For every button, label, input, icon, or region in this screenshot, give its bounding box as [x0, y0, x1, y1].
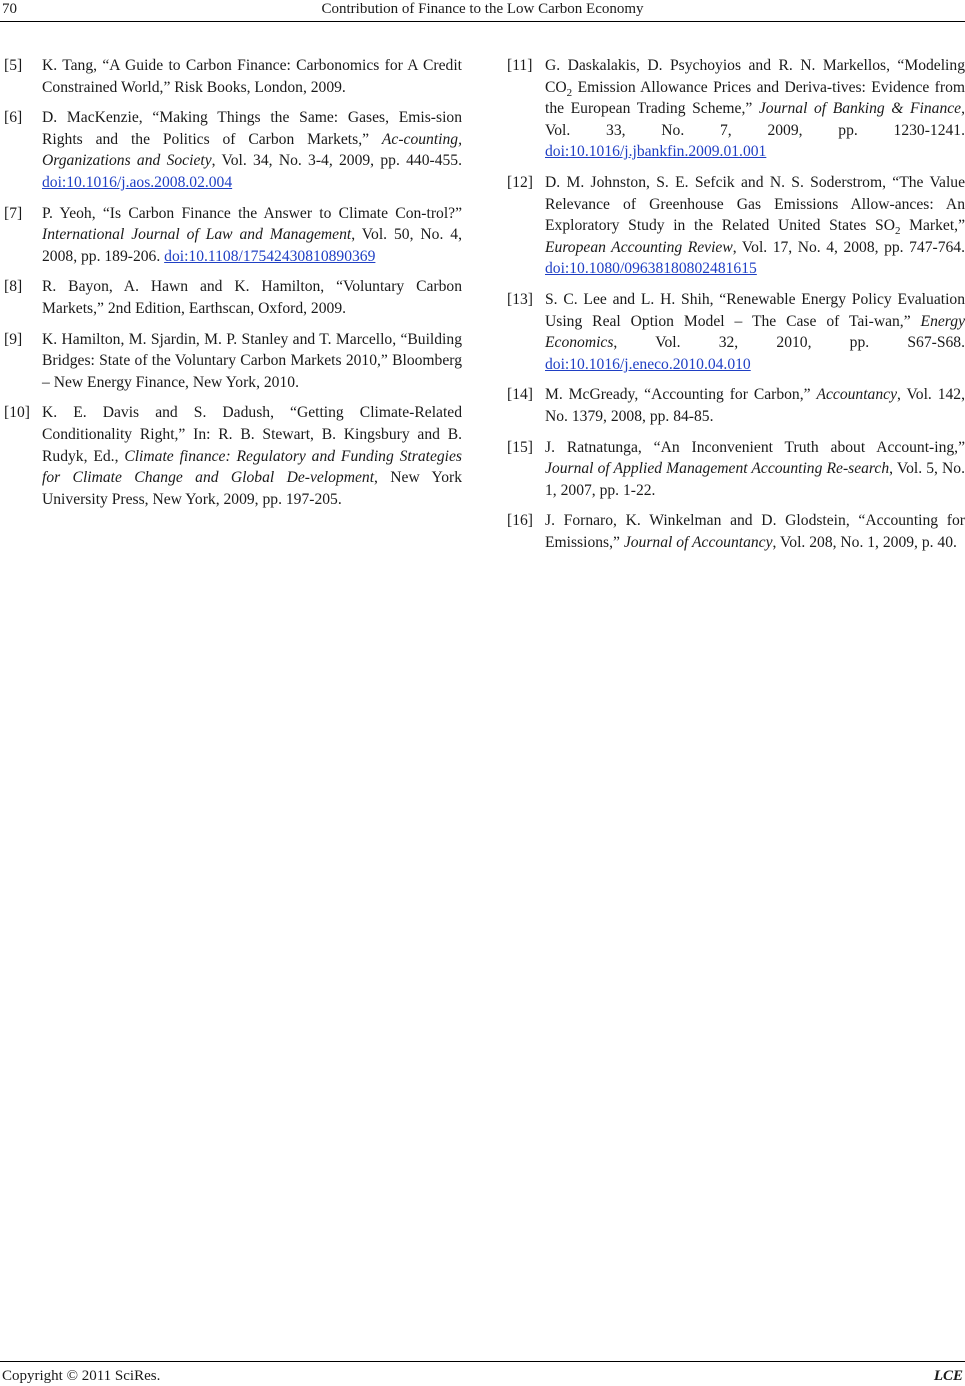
reference-number: [15]: [507, 438, 533, 456]
reference-details: , Vol. 34, No. 3-4, 2009, pp. 440-455.: [211, 152, 462, 170]
reference-number: [8]: [4, 278, 23, 296]
reference-5: [0, 55, 462, 98]
references-column-left: [0, 55, 462, 519]
reference-text: P. Yeoh, “Is Carbon Finance the Answer to Climate Con-trol?”: [42, 204, 462, 222]
reference-14: [503, 384, 965, 427]
reference-details: , Vol. 208, No. 1, 2009, p. 40.: [772, 533, 957, 551]
reference-text: J. Ratnatunga, “An Inconvenient Truth about Account-ing,”: [545, 438, 965, 456]
reference-text: M. McGready, “Accounting for Carbon,”: [545, 386, 817, 404]
reference-number: [11]: [507, 57, 533, 74]
subscript: 2: [566, 86, 573, 99]
reference-text: R. Bayon, A. Hawn and K. Hamilton, “Voluntary Carbon Markets,” 2nd Edition, Earthscan, Oxford, 2009.: [42, 278, 462, 317]
reference-text: J. Fornaro, K. Winkelman and D. Glodstein, “Accounting for Emissions,”: [545, 512, 965, 551]
reference-details: , Vol. 5, No. 1, 2007, pp. 1-22.: [545, 460, 965, 499]
doi-link[interactable]: doi:10.1016/j.aos.2008.02.004: [42, 173, 233, 191]
reference-16: [503, 510, 965, 553]
reference-11: [503, 55, 965, 163]
reference-8: [0, 276, 462, 319]
reference-number: [9]: [4, 330, 23, 348]
journal-title: Accountancy: [816, 386, 897, 404]
reference-text: D. MacKenzie, “Making Things the Same: Gases, Emis-sion Rights and the Politics of Carbon Markets,”: [42, 109, 462, 148]
reference-12: [503, 172, 965, 280]
reference-15: [503, 437, 965, 502]
page-header: [0, 0, 965, 22]
journal-abbreviation: LCE: [933, 1368, 963, 1384]
reference-number: [6]: [4, 109, 23, 127]
reference-text: K. Hamilton, M. Sjardin, M. P. Stanley and T. Marcello, “Building Bridges: State of the Voluntary Carbon Markets 2010,” Bloomberg – New Energy Finance, New York, 2010.: [42, 330, 462, 391]
journal-title: International Journal of Law and Management: [42, 226, 352, 244]
page-number: 70: [2, 1, 17, 17]
reference-9: [0, 329, 462, 394]
reference-10: [0, 402, 462, 510]
reference-details: , Vol. 142, No. 1379, 2008, pp. 84-85.: [545, 386, 965, 425]
reference-number: [13]: [507, 290, 533, 308]
journal-title: Journal of Banking & Finance: [758, 100, 962, 118]
doi-link[interactable]: doi:10.1016/j.jbankfin.2009.01.001: [545, 143, 767, 161]
doi-link[interactable]: doi:10.1108/17542430810890369: [164, 247, 376, 265]
doi-link[interactable]: doi:10.1016/j.eneco.2010.04.010: [545, 355, 751, 373]
reference-details: , Vol. 32, 2010, pp. S67-S68.: [613, 334, 965, 352]
footer-rule: [0, 1361, 965, 1362]
subscript: 2: [894, 225, 901, 238]
reference-text: K. Tang, “A Guide to Carbon Finance: Carbonomics for A Credit Constrained World,” Risk Books, London, 2009.: [42, 57, 462, 96]
header-rule: [0, 21, 965, 22]
reference-number: [16]: [507, 512, 533, 530]
reference-text-continued: Market,”: [900, 217, 965, 235]
reference-number: [14]: [507, 386, 533, 404]
book-title: Climate finance: Regulatory and Funding Strategies for Climate Change and Global De-velopment: [42, 447, 462, 487]
reference-details: , Vol. 50, No. 4, 2008, pp. 189-206.: [42, 226, 462, 265]
page-footer: [0, 1361, 965, 1386]
journal-title: Journal of Applied Management Accounting Re-search: [545, 460, 890, 478]
reference-details: , New York University Press, New York, 2009, pp. 197-205.: [42, 469, 462, 508]
journal-title: Journal of Accountancy: [623, 533, 773, 551]
reference-text: S. C. Lee and L. H. Shih, “Renewable Energy Policy Evaluation Using Real Option Model – The Case of Tai-wan,”: [545, 290, 965, 330]
reference-number: [12]: [507, 173, 533, 191]
reference-number: [10]: [4, 404, 30, 422]
reference-7: [0, 203, 462, 268]
journal-title: Energy Economics: [545, 312, 965, 352]
references-column-right: [503, 55, 965, 562]
copyright-notice: Copyright © 2011 SciRes.: [2, 1368, 161, 1384]
reference-text: K. E. Davis and S. Dadush, “Getting Climate-Related Conditionality Right,” In: R. B. Stewart, B. Kingsbury and B. Rudyk, Ed.,: [42, 404, 462, 465]
journal-title: Ac-counting, Organizations and Society: [42, 130, 462, 170]
reference-text: D. M. Johnston, S. E. Sefcik and N. S. Soderstrom, “The Value Relevance of Greenhouse Gas Emissions Allow-ances: An Exploratory Study in the Related United States SO: [545, 173, 965, 235]
reference-number: [5]: [4, 57, 23, 74]
reference-6: [0, 107, 462, 193]
reference-13: [503, 289, 965, 375]
reference-text-continued: Emission Allowance Prices and Deriva-tives: Evidence from the European Trading Scheme,”: [545, 78, 965, 118]
reference-text: G. Daskalakis, D. Psychoyios and R. N. Markellos, “Modeling CO: [545, 57, 965, 96]
journal-title: European Accounting Review: [545, 238, 733, 256]
running-title: Contribution of Finance to the Low Carbon Economy: [321, 1, 644, 17]
reference-number: [7]: [4, 204, 23, 222]
reference-details: , Vol. 33, No. 7, 2009, pp. 1230-1241.: [545, 100, 965, 139]
reference-details: , Vol. 17, No. 4, 2008, pp. 747-764.: [732, 238, 965, 256]
doi-link[interactable]: doi:10.1080/09638180802481615: [545, 260, 757, 278]
